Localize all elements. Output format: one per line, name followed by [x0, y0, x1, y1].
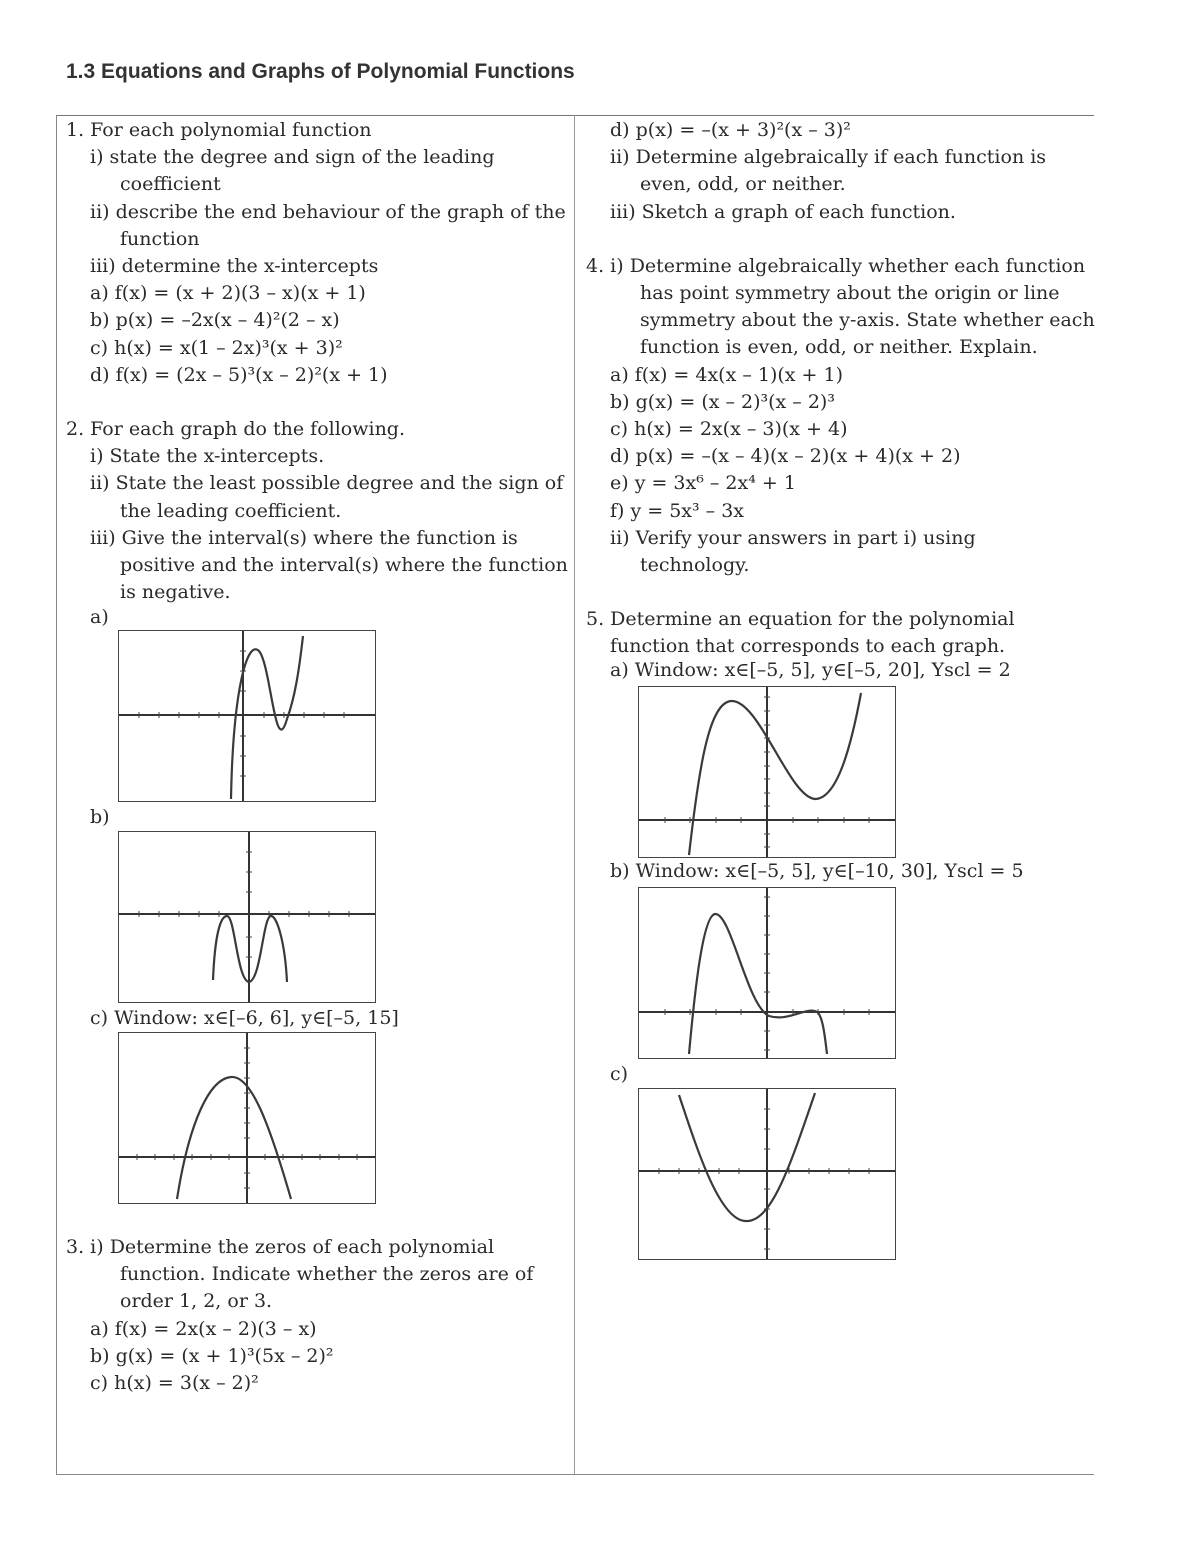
- question-5: [586, 606, 1086, 660]
- q2-graph-c: [118, 1032, 376, 1204]
- q4-heading: 4. i) Determine algebraically whether each function: [586, 254, 1086, 277]
- q5-heading-cont: function that corresponds to each graph.: [610, 635, 1006, 658]
- left-column: [66, 117, 566, 606]
- question-2: [66, 416, 566, 606]
- q4-item-a: a) f(x) = 4x(x – 1)(x + 1): [610, 363, 843, 386]
- q1-heading: 1. For each polynomial function: [66, 119, 372, 141]
- q3-heading-cont: function. Indicate whether the zeros are of: [120, 1263, 534, 1286]
- top-rule: [56, 115, 1094, 116]
- q4-part-ii-cont: technology.: [640, 554, 750, 577]
- q1-part-ii-cont: function: [120, 227, 200, 250]
- q3-part-ii-cont: even, odd, or neither.: [640, 173, 846, 196]
- q1-item-c: c) h(x) = x(1 – 2x)³(x + 3)²: [90, 336, 343, 359]
- q1-part-iii: iii) determine the x-intercepts: [90, 255, 379, 278]
- q1-part-i: i) state the degree and sign of the leading: [90, 146, 495, 169]
- q4-item-b: b) g(x) = (x – 2)³(x – 2)³: [610, 390, 835, 413]
- q2-part-iii-cont: positive and the interval(s) where the function: [120, 554, 568, 577]
- q4-item-f: f) y = 5x³ – 3x: [610, 499, 745, 522]
- q3-item-b: b) g(x) = (x + 1)³(5x – 2)²: [90, 1344, 334, 1367]
- bottom-rule: [56, 1474, 1094, 1475]
- q3-item-a: a) f(x) = 2x(x – 2)(3 – x): [90, 1317, 317, 1340]
- right-column: [586, 117, 1095, 661]
- q2-part-ii: ii) State the least possible degree and the sign of: [90, 472, 564, 495]
- q4-heading-cont: has point symmetry about the origin or line: [640, 282, 1060, 305]
- left-rule: [56, 115, 57, 1475]
- q2-graph-a-label: a): [90, 606, 109, 628]
- q4-item-d: d) p(x) = –(x – 4)(x – 2)(x + 4)(x + 2): [610, 445, 961, 468]
- q1-part-ii: ii) describe the end behaviour of the graph of the: [90, 200, 566, 223]
- q2-part-i: i) State the x-intercepts.: [90, 445, 325, 468]
- question-4: [586, 253, 1095, 579]
- q5-graph-b-label: b) Window: x∈[–5, 5], y∈[–10, 30], Yscl = 5: [610, 860, 1024, 882]
- q4-heading-cont3: function is even, odd, or neither. Explain.: [640, 336, 1038, 359]
- q2-graph-c-label: c) Window: x∈[–6, 6], y∈[–5, 15]: [90, 1007, 399, 1029]
- q4-item-c: c) h(x) = 2x(x – 3)(x + 4): [610, 418, 848, 441]
- q3-heading: 3. i) Determine the zeros of each polynomial: [66, 1236, 495, 1258]
- q5-graph-a-label: a) Window: x∈[–5, 5], y∈[–5, 20], Yscl = 2: [610, 659, 1011, 681]
- column-divider: [574, 115, 575, 1475]
- q2-heading: 2. For each graph do the following.: [66, 418, 406, 441]
- q2-part-iii: iii) Give the interval(s) where the function is: [90, 526, 518, 549]
- question-3-continued: [586, 117, 1086, 226]
- q2-part-ii-cont: the leading coefficient.: [120, 499, 342, 522]
- q5-heading: 5. Determine an equation for the polynomial: [586, 608, 1015, 631]
- q2-graph-b-label: b): [90, 806, 110, 828]
- q5-graph-c-label: c): [610, 1063, 629, 1085]
- q2-graph-a: [118, 630, 376, 802]
- q1-item-b: b) p(x) = –2x(x – 4)²(2 – x): [90, 309, 340, 332]
- q3-part-iii: iii) Sketch a graph of each function.: [610, 200, 956, 223]
- q1-item-d: d) f(x) = (2x – 5)³(x – 2)²(x + 1): [90, 363, 388, 386]
- q3-heading-cont2: order 1, 2, or 3.: [120, 1290, 273, 1313]
- q5-graph-c: [638, 1088, 896, 1260]
- q4-item-e: e) y = 3x⁶ – 2x⁴ + 1: [610, 472, 796, 495]
- q3-item-c: c) h(x) = 3(x – 2)²: [90, 1372, 259, 1395]
- q4-part-ii: ii) Verify your answers in part i) using: [610, 526, 976, 549]
- q3-part-ii: ii) Determine algebraically if each function is: [610, 146, 1047, 169]
- q5-graph-b: [638, 887, 896, 1059]
- q3-item-d: d) p(x) = –(x + 3)²(x – 3)²: [610, 119, 851, 141]
- q5-graph-a: [638, 686, 896, 858]
- question-1: [66, 117, 566, 389]
- q1-part-i-cont: coefficient: [120, 173, 221, 196]
- q2-graph-b: [118, 831, 376, 1003]
- q1-item-a: a) f(x) = (x + 2)(3 – x)(x + 1): [90, 282, 366, 305]
- question-3: [66, 1234, 566, 1397]
- q4-heading-cont2: symmetry about the y-axis. State whether each: [640, 309, 1095, 332]
- q2-part-iii-cont2: is negative.: [120, 581, 231, 604]
- page-title: 1.3 Equations and Graphs of Polynomial Functions: [66, 60, 575, 83]
